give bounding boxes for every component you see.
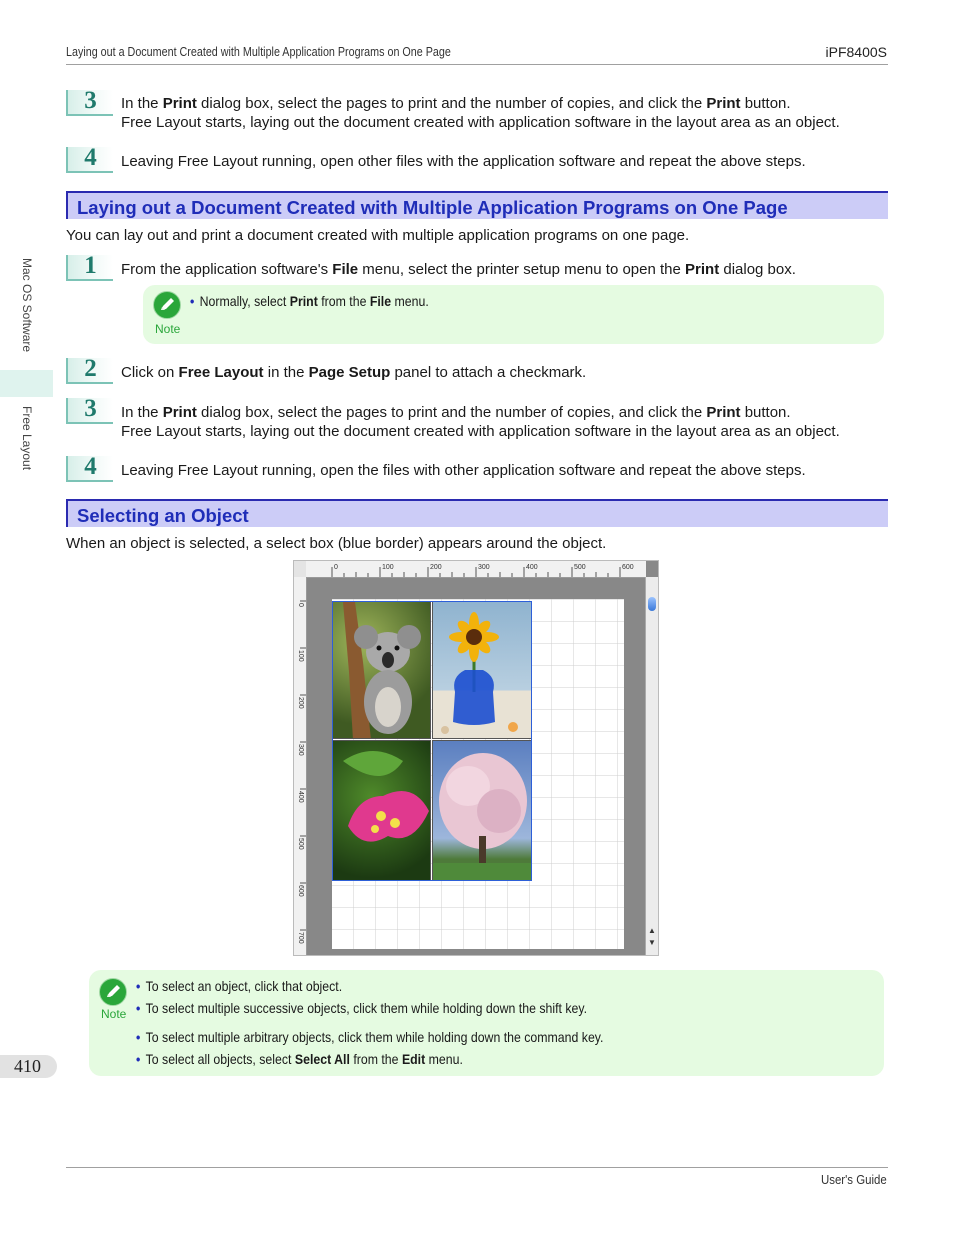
bold-term: Print [706,404,741,421]
note-bullet-text: To select multiple successive objects, click them while holding down the shift key. [145,1000,588,1016]
ruler-tick-label: 500 [297,838,304,850]
section-intro: When an object is selected, a select box (blue border) appears around the object. [66,535,607,552]
step-number: 3 [66,90,113,116]
ruler-tick-label: 200 [430,564,442,571]
bullet-dot: • [190,293,195,309]
running-header-model: iPF8400S [825,44,887,60]
scrollbar-thumb[interactable] [648,597,656,611]
ruler-ticks [294,577,306,956]
note-bullet [136,978,342,994]
bold-term: File [332,261,359,278]
note-bullet [136,1029,603,1045]
ruler-tick-label: 400 [297,791,304,803]
bold-term: Print [706,95,741,112]
scroll-up-arrow-icon[interactable]: ▲ [648,926,656,935]
text-line: Free Layout starts, laying out the document created with application software in the layout area as an object. [121,423,840,440]
page-number: 410 [14,1056,41,1076]
selection-box [332,601,532,881]
ruler-tick-label: 700 [297,932,304,944]
note-bullet-text: To select multiple arbitrary objects, click them while holding down the command key. [145,1029,604,1045]
note-bullet [190,293,429,309]
ruler-tick-label: 300 [297,744,304,756]
section-heading [66,191,888,219]
text-line: In the Print dialog box, select the pages to print and the number of copies, and click the Print button. [121,95,791,112]
sidebar-section-free-layout: Free Layout [20,406,34,471]
bold-term: File [369,293,392,309]
bold-term: Print [162,95,197,112]
header-rule [66,64,888,65]
bullet-dot: • [136,1000,141,1016]
note-bullet [136,1000,587,1016]
vertical-scrollbar[interactable] [645,577,658,955]
ruler-ticks [306,561,648,577]
section-heading-text: Laying out a Document Created with Multiple Application Programs on One Page [77,197,788,218]
horizontal-ruler [306,561,646,578]
text-line: In the Print dialog box, select the pages to print and the number of copies, and click the Print button. [121,404,791,421]
ruler-tick-label: 500 [574,564,586,571]
note-pencil-icon [99,978,127,1006]
step-number: 2 [66,358,113,384]
step-text [121,260,796,279]
ruler-corner [294,561,306,577]
step-number: 3 [66,398,113,424]
step-text [121,94,840,132]
ruler-tick-label: 0 [334,564,338,571]
running-header-title: Laying out a Document Created with Multiple Application Programs on One Page [66,45,451,59]
bullet-dot: • [136,1029,141,1045]
ruler-tick-label: 300 [478,564,490,571]
ruler-tick-label: 0 [297,603,304,607]
ruler-tick-label: 100 [297,650,304,662]
text-line: Leaving Free Layout running, open the files with other application software and repeat the above steps. [121,462,806,479]
section-heading-text: Selecting an Object [77,505,249,526]
text-line: Leaving Free Layout running, open other files with the application software and repeat the above steps. [121,153,806,170]
ruler-tick-label: 400 [526,564,538,571]
step-text [121,461,806,480]
ruler-tick-label: 600 [622,564,634,571]
step-number: 1 [66,255,113,281]
ruler-tick-label: 600 [297,885,304,897]
step-text [121,363,586,382]
footer-rule [66,1167,888,1168]
free-layout-screenshot [293,560,659,956]
layout-paper[interactable] [332,599,624,949]
bold-term: Free Layout [178,364,264,381]
scroll-down-arrow-icon[interactable]: ▼ [648,938,656,947]
text-line: From the application software's File menu, select the printer setup menu to open the Print dialog box. [121,261,796,278]
section-heading [66,499,888,527]
note-bullet [136,1051,463,1067]
bold-term: Print [289,293,318,309]
note-label: Note [155,322,181,336]
bullet-dot: • [136,1051,141,1067]
ruler-tick-label: 100 [382,564,394,571]
bold-term: Page Setup [308,364,391,381]
vertical-ruler [294,577,307,955]
bold-term: Print [685,261,720,278]
section-intro: You can lay out and print a document created with multiple application programs on one page. [66,227,690,244]
note-bullet-text: Normally, select Print from the File menu. [199,293,429,309]
step-number: 4 [66,147,113,173]
step-text [121,152,806,171]
text-line: Click on Free Layout in the Page Setup panel to attach a checkmark. [121,364,587,381]
text-line: Free Layout starts, laying out the document created with application software in the layout area as an object. [121,114,840,131]
note-bullet-text: To select an object, click that object. [145,978,343,994]
bold-term: Select All [294,1051,350,1067]
step-number: 4 [66,456,113,482]
note-pencil-icon [153,291,181,319]
sidebar-active-tab [0,370,53,397]
note-box [89,970,884,1076]
note-label: Note [101,1007,127,1021]
note-box [143,285,884,344]
bold-term: Edit [401,1051,426,1067]
ruler-tick-label: 200 [297,697,304,709]
footer-guide-name: User's Guide [821,1172,887,1187]
bullet-dot: • [136,978,141,994]
step-text [121,403,840,441]
note-bullet-text: To select all objects, select Select All from the Edit menu. [145,1051,463,1067]
bold-term: Print [162,404,197,421]
sidebar-section-mac-os-software: Mac OS Software [20,258,34,353]
